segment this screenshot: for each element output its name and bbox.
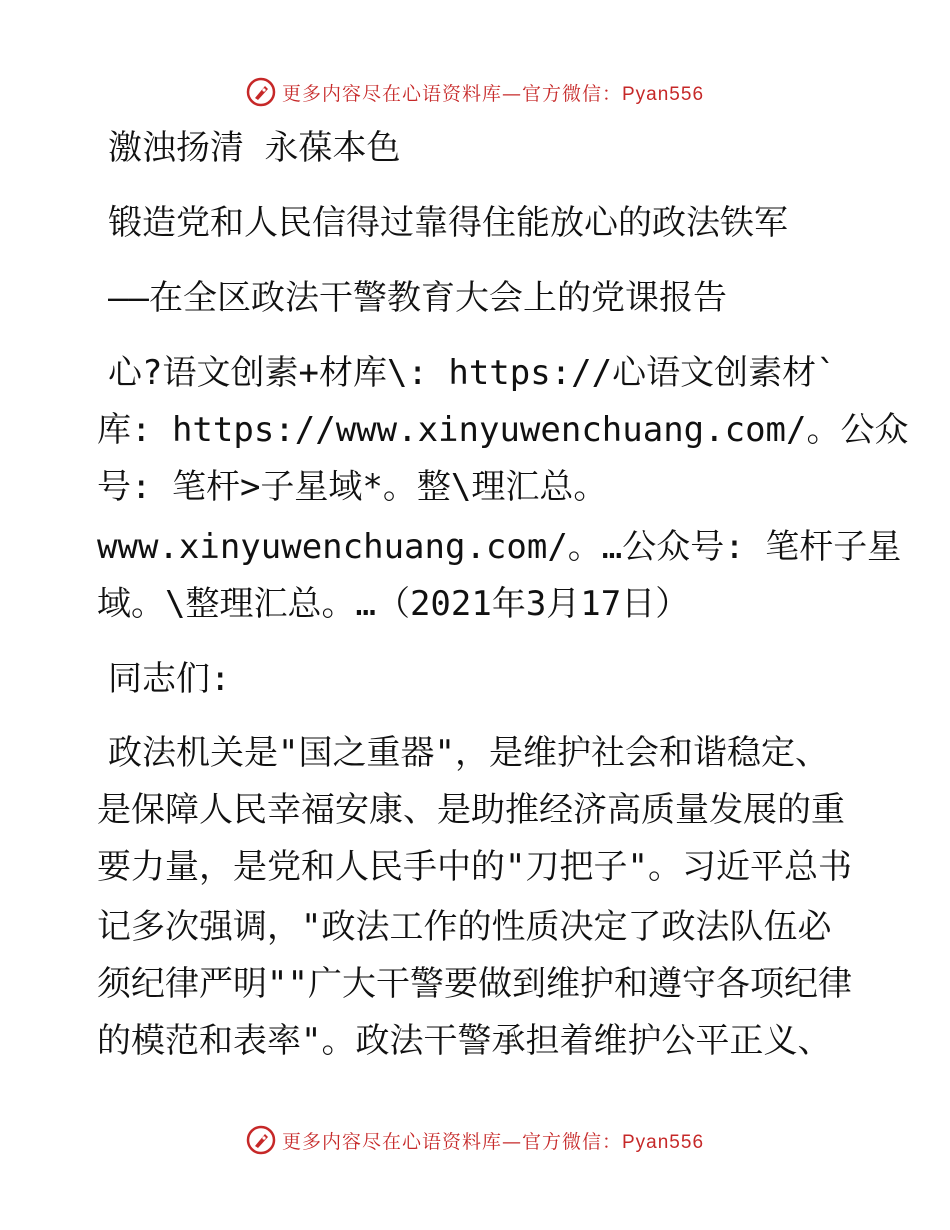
salutation: 同志们: [108,659,231,699]
body-line: 是保障人民幸福安康、是助推经济高质量发展的重 [97,790,845,830]
body-line: 记多次强调，"政法工作的性质决定了政法队伍必 [97,907,832,947]
footer-banner-main: 更多内容尽在心语资料库—官方微信： [281,1130,622,1153]
header-banner-text [282,79,704,106]
header-banner [0,72,950,112]
pen-nib-logo-icon [246,1125,276,1155]
body-line: 要力量，是党和人民手中的"刀把子"。习近平总书 [97,847,852,887]
header-banner-wechat-id: Pyan556 [622,83,705,105]
source-line: www.xinyuwenchuang.com/。…公众号: 笔杆子星 [97,527,902,567]
source-line: 号: 笔杆>子星域*。整\理汇总。 [97,467,608,507]
footer-banner-text [282,1127,704,1154]
source-line: 库: https://www.xinyuwenchuang.com/。公众 [97,410,909,450]
header-banner-main: 更多内容尽在心语资料库—官方微信： [281,82,622,105]
footer-banner-wechat-id: Pyan556 [622,1131,705,1153]
document-subtitle: 锻造党和人民信得过靠得住能放心的政法铁军 [108,203,788,243]
body-line: 政法机关是"国之重器"，是维护社会和谐稳定、 [108,733,829,773]
footer-banner [0,1120,950,1160]
pen-nib-logo-icon [246,77,276,107]
document-title: 激浊扬清 永葆本色 [108,128,401,168]
body-line: 的模范和表率"。政法干警承担着维护公平正义、 [97,1021,832,1061]
document-subtitle-2: ——在全区政法干警教育大会上的党课报告 [108,278,727,318]
source-line: 心?语文创素+材库\: https://心语文创素材` [108,353,837,393]
body-line: 须纪律严明""广大干警要做到维护和遵守各项纪律 [97,964,852,1004]
source-line: 域。\整理汇总。…（2021年3月17日） [97,584,690,624]
